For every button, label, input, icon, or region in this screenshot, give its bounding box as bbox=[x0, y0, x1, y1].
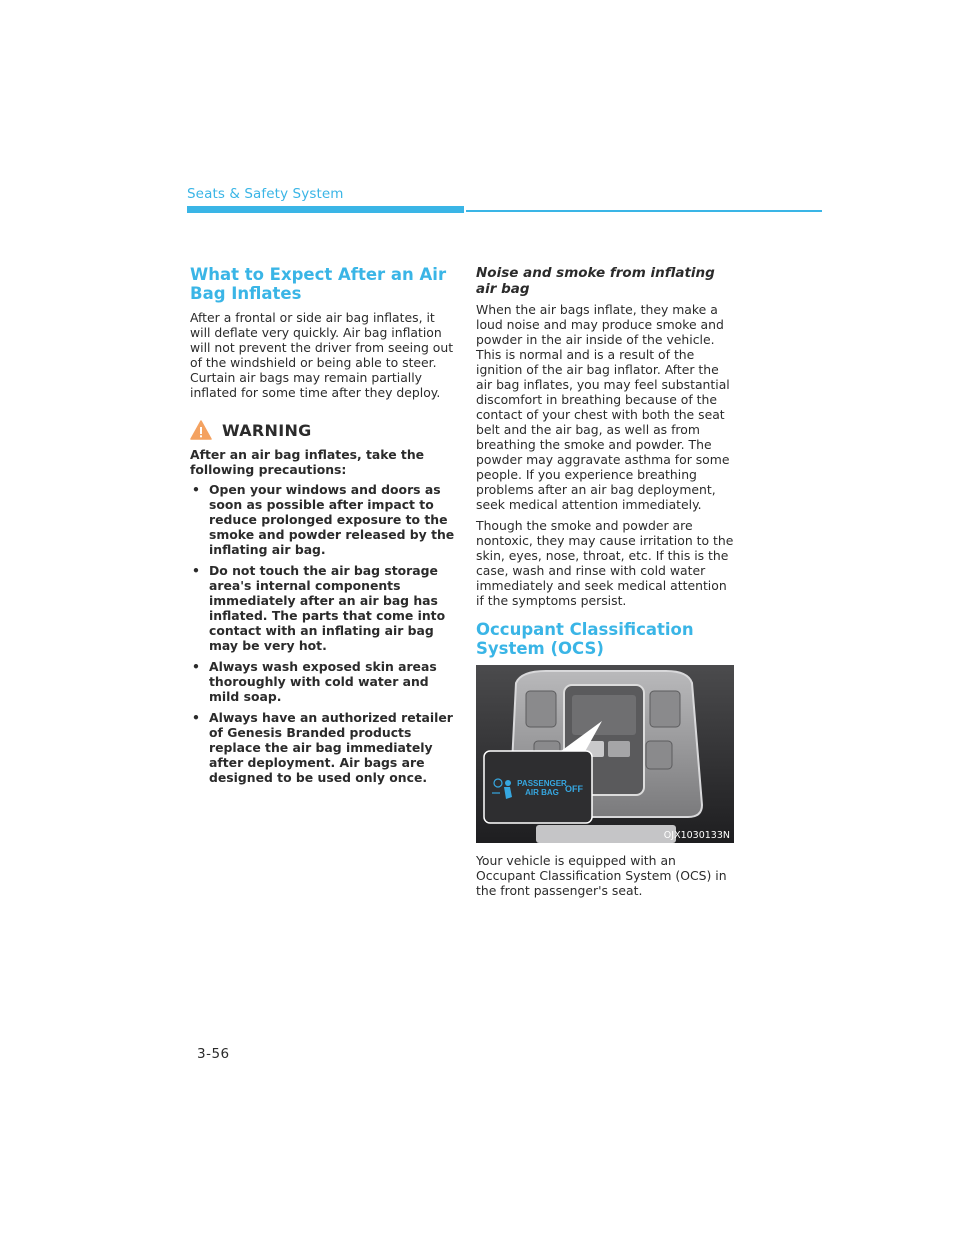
page-number: 3-56 bbox=[197, 1046, 230, 1062]
warning-item bbox=[190, 482, 455, 557]
warning-item bbox=[190, 659, 455, 704]
header-rule-thin bbox=[466, 210, 822, 212]
left-column bbox=[190, 265, 455, 791]
bullet: • bbox=[192, 659, 200, 674]
bullet: • bbox=[192, 710, 200, 725]
header-rule-bold bbox=[187, 206, 464, 213]
ocs-illustration bbox=[476, 665, 734, 843]
ocs-paragraph: Your vehicle is equipped with an Occupant Classification System (OCS) in the front passenger's seat. bbox=[476, 853, 727, 898]
warning-title: WARNING bbox=[222, 420, 312, 440]
section-label: Seats & Safety System bbox=[187, 186, 344, 202]
noise-smoke-paragraph-1: When the air bags inflate, they make a loud noise and may produce smoke and powder in the air inside of the vehicle. This is normal and is a result of the ignition of the air bag inflator. After the air bag inflates, you may feel substantial discomfort in breathing because of the contact of your chest with both the seat belt and the air bag, as well as from breathing the smoke and powder. The powder may aggravate asthma for some people. If you experience breathing problems after an air bag deployment, seek medical attention immediately. bbox=[476, 302, 730, 512]
indicator-label bbox=[514, 779, 570, 797]
warning-item-text: Always wash exposed skin areas thoroughly with cold water and mild soap. bbox=[209, 659, 437, 704]
warning-triangle-icon bbox=[190, 420, 212, 440]
right-column bbox=[476, 265, 734, 904]
bullet: • bbox=[192, 482, 200, 497]
indicator-off-label: OFF bbox=[565, 784, 583, 794]
after-inflate-paragraph: After a frontal or side air bag inflates, it will deflate very quickly. Air bag inflation will not prevent the driver from seeing out of the windshield or being able to steer. Curtain air bags may remain partially inflated for some time after they deploy. bbox=[190, 310, 454, 400]
warning-item bbox=[190, 710, 455, 785]
warning-heading bbox=[190, 420, 455, 440]
warning-list bbox=[190, 482, 455, 785]
warning-item-text: Always have an authorized retailer of Genesis Branded products replace the air bag immediately after deployment. Air bags are designed to be used only once. bbox=[209, 710, 453, 785]
warning-intro: After an air bag inflates, take the following precautions: bbox=[190, 447, 425, 477]
figure-code: OJX1030133N bbox=[663, 830, 730, 841]
section-title-after-inflate: What to Expect After an Air Bag Inflates bbox=[190, 265, 447, 303]
noise-smoke-paragraph-2: Though the smoke and powder are nontoxic, they may cause irritation to the skin, eyes, nose, throat, etc. If this is the case, wash and rinse with cold water immediately and seek medical attention if the symptoms persist. bbox=[476, 518, 734, 608]
bullet: • bbox=[192, 563, 200, 578]
overhead-console-drawing bbox=[476, 665, 734, 843]
warning-item-text: Open your windows and doors as soon as possible after impact to reduce prolonged exposure to the smoke and powder released by the inflating air bag. bbox=[209, 482, 455, 557]
indicator-line-2: AIR BAG bbox=[525, 788, 559, 797]
warning-item bbox=[190, 563, 455, 653]
indicator-line-1: PASSENGER bbox=[517, 779, 567, 788]
noise-smoke-title: Noise and smoke from inflating air bag bbox=[476, 265, 715, 297]
warning-item-text: Do not touch the air bag storage area's internal components immediately after an air bag has inflated. The parts that come into contact with an inflating air bag may be very hot. bbox=[209, 563, 446, 653]
ocs-title: Occupant Classification System (OCS) bbox=[476, 620, 694, 658]
